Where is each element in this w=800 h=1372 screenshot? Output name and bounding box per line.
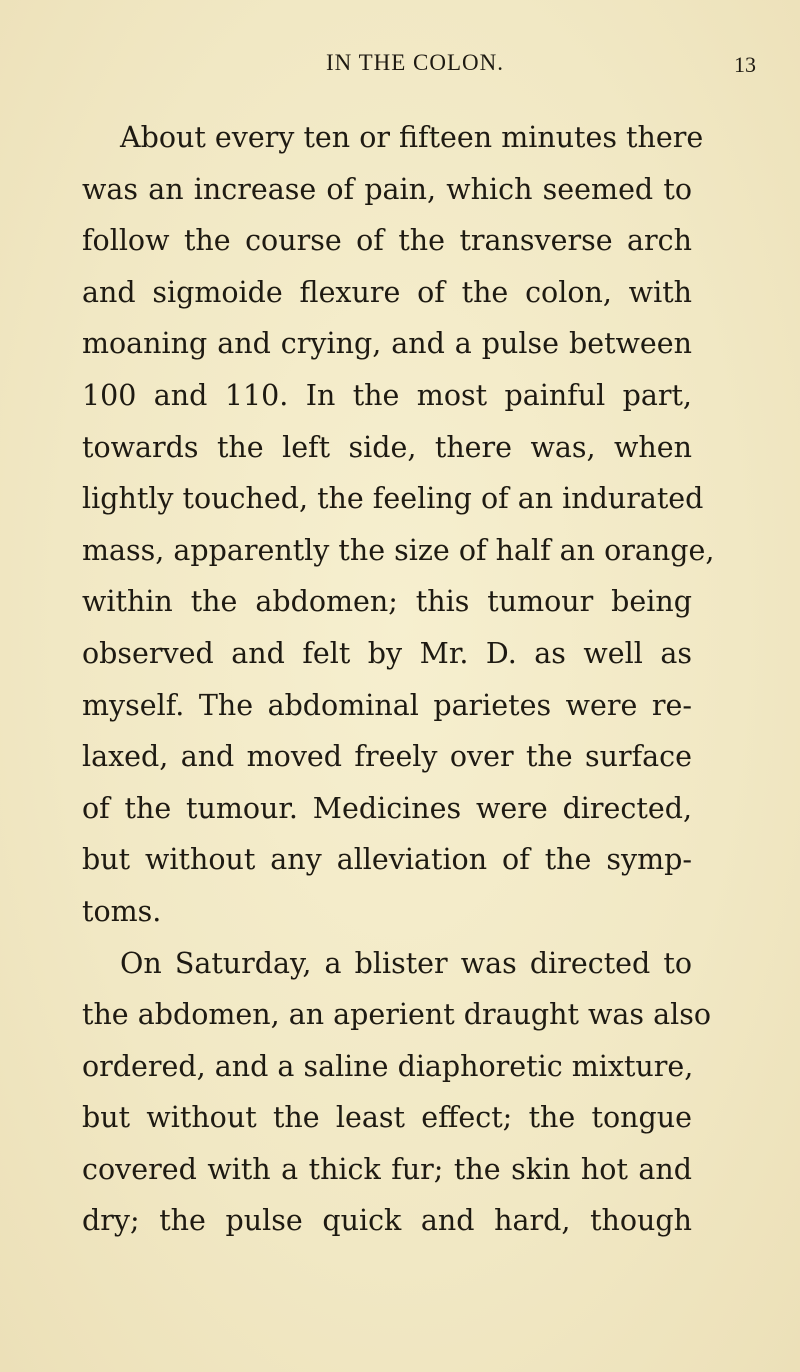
text-line: follow the course of the transverse arch [82,224,692,258]
page-header [0,46,800,86]
text-line: and sigmoide flexure of the colon, with [82,275,692,309]
text-line: observed and felt by Mr. D. as well as [82,636,692,670]
text-line: mass, apparently the size of half an orange, [82,533,715,567]
text-line: but without any alleviation of the symp- [82,843,692,877]
text-line: dry; the pulse quick and hard, though [82,1204,692,1238]
text-line: the abdomen, an aperient draught was also [82,998,712,1032]
text-line: ordered, and a saline diaphoretic mixture, [82,1049,694,1083]
text-line: myself. The abdominal parietes were re- [82,688,692,722]
text-line: within the abdomen; this tumour being [82,585,692,619]
text-line: moaning and crying, and a pulse between [82,327,692,361]
text-line: but without the least effect; the tongue [82,1101,692,1135]
text-line: 100 and 110. In the most painful part, [82,378,692,412]
page-number: 13 [734,52,756,77]
running-head: IN THE COLON. [325,50,505,75]
text-line: was an increase of pain, which seemed to [82,172,692,206]
text-line: of the tumour. Medicines were directed, [82,791,692,825]
text-line: lightly touched, the feeling of an indurated [82,482,704,516]
text-line: laxed, and moved freely over the surface [82,740,692,774]
text-line: covered with a thick fur; the skin hot and [82,1152,692,1186]
body-text [82,112,715,1247]
text-line: toms. [82,894,162,928]
text-line: On Saturday, a blister was directed to [120,946,692,980]
text-line: About every ten or fifteen minutes there [120,121,704,154]
text-line: towards the left side, there was, when [82,430,692,464]
